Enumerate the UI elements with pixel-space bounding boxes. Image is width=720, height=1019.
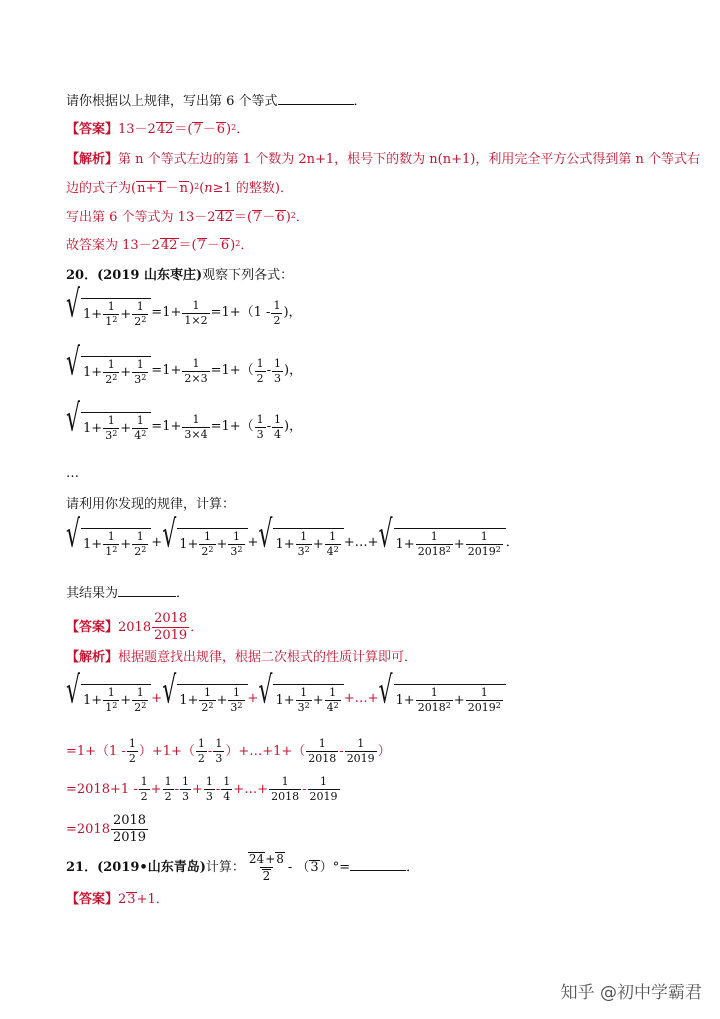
explanation-20-step3: =2018+1 - $\frac{1}{2}$ + $\frac{1}{2}$ - $\frac{1}{3}$ + $\frac{1}{3}$ - $\frac{1}{4}$ +…+ $\frac{1}{2018}$ - $\frac{1}{2019}$ xyxy=(66,775,338,803)
answer-blank xyxy=(278,92,354,105)
answer-20: 【答案】2018 $\frac{2018}{2019}$ ． xyxy=(66,611,204,643)
explanation-19-line3: 写出第 6 个等式为 $13-242=(7-6)^2$． xyxy=(66,210,309,225)
formula-row-1: √ 1+ $\frac{1}{1^2}$ + $\frac{1}{2^2}$ =1+ $\frac{1}{1\times 2}$ =1+（1 - $\frac{1}{2}$ )， xyxy=(66,284,302,328)
question-21: 21．(2019•山东青岛)计算： $\frac{24+8}{2}$ - （3）°= ． xyxy=(66,852,420,883)
answer-19: 【答案】$13-242=(7-6)^2$． xyxy=(66,122,250,137)
explanation-19-line2: 边的式子为$(n+1-n)^2(n\ge 1$ 的整数)． xyxy=(66,181,294,196)
zhihu-watermark: 知乎 @初中学霸君 xyxy=(560,983,702,1003)
question-20-header: 20．(2019 山东枣庄)观察下列各式： xyxy=(66,268,294,283)
explanation-20-step2: =1+（1 - $\frac{1}{2}$ ）+1+（ $\frac{1}{2}$ - $\frac{1}{3}$ ）+…+1+（ $\frac{1}{2018}$ - $\frac{1}{2019}$ ） xyxy=(66,737,391,765)
sum-expression: √ 1+ $\frac{1}{1^2}$ + $\frac{1}{2^2}$ + √ 1+ $\frac{1}{2^2}$ + $\frac{1}{3^2}$ + √ 1+ $\frac{1}{3^2}$ + $\frac{1}{4^2}$ +…+ √ 1+ $\frac{1}{2018^2}$ + $\frac{1}{2019^2}$ ． xyxy=(66,514,519,558)
explanation-20: 【解析】根据题意找出规律，根据二次根式的性质计算即可． xyxy=(66,650,418,665)
formula-row-2: √ 1+ $\frac{1}{2^2}$ + $\frac{1}{3^2}$ =1+ $\frac{1}{2\times 3}$ =1+（ $\frac{1}{2}$ - $\frac{1}{3}$ )， xyxy=(66,342,303,386)
answer-blank xyxy=(350,858,406,871)
question-prompt: 请你根据以上规律，写出第 6 个等式 ． xyxy=(66,94,367,109)
answer-21: 【答案】23+1． xyxy=(66,892,169,907)
explanation-19-line4: 故答案为 $13-242=(7-6)^2$． xyxy=(66,238,254,253)
answer-blank xyxy=(118,584,176,597)
formula-row-3: √ 1+ $\frac{1}{3^2}$ + $\frac{1}{4^2}$ =1+ $\frac{1}{3\times 4}$ =1+（ $\frac{1}{3}$ - $\frac{1}{4}$ )， xyxy=(66,398,303,442)
ellipsis: … xyxy=(66,466,79,481)
result-prompt: 其结果为 ． xyxy=(66,586,190,601)
explanation-20-step4: =2018 $\frac{2018}{2019}$ xyxy=(66,813,147,845)
question-20-ask: 请利用你发现的规律，计算： xyxy=(66,497,236,512)
explanation-20-step1: √ 1+ $\frac{1}{1^2}$ + $\frac{1}{2^2}$ + √ 1+ $\frac{1}{2^2}$ + $\frac{1}{3^2}$ + √ 1+ $\frac{1}{3^2}$ + $\frac{1}{4^2}$ +…+ √ 1+ $\frac{1}{2018^2}$ + $\frac{1}{2019^2}$ xyxy=(66,684,506,714)
explanation-19-line1: 【解析】第 n 个等式左边的第 1 个数为 2n+1，根号下的数为 n(n+1)，利用完全平方公式得到第 n 个等式右 xyxy=(66,152,700,167)
